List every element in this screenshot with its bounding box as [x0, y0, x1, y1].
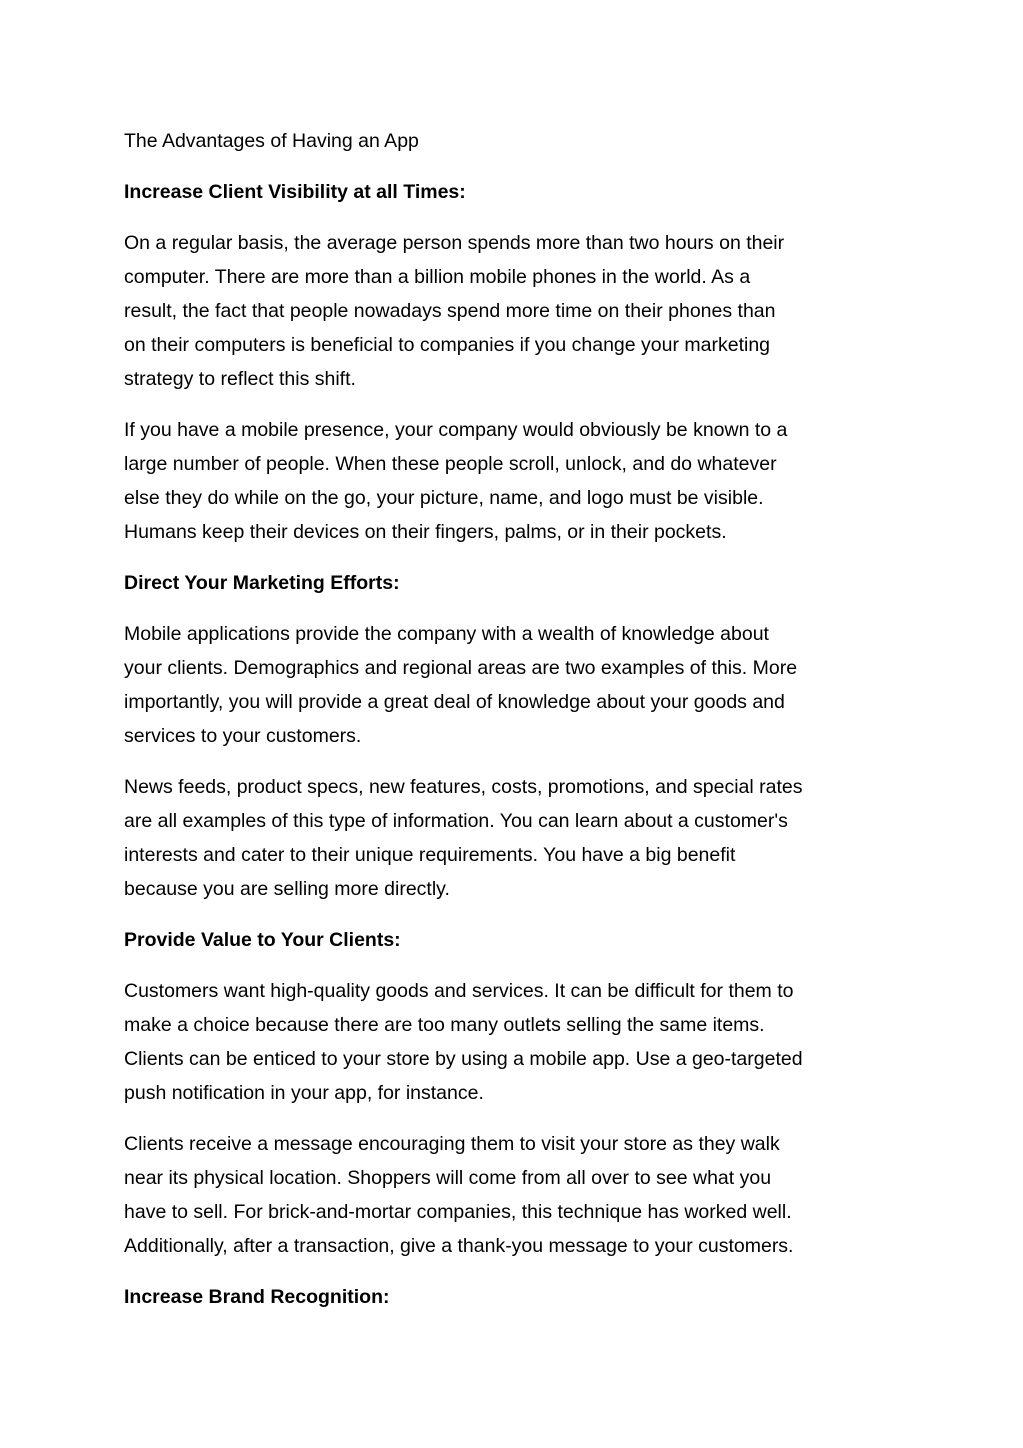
text-line: Additionally, after a transaction, give a thank-you message to your customers.	[124, 1235, 794, 1257]
text-line: near its physical location. Shoppers will come from all over to see what you	[124, 1167, 772, 1189]
text-line: services to your customers.	[124, 725, 362, 747]
document-body	[124, 124, 904, 1331]
text-line: interests and cater to their unique requirements. You have a big benefit	[124, 844, 736, 866]
paragraph	[124, 1127, 904, 1263]
text-line: have to sell. For brick-and-mortar companies, this technique has worked well.	[124, 1201, 792, 1223]
text-line: If you have a mobile presence, your company would obviously be known to a	[124, 419, 788, 441]
text-line: Clients receive a message encouraging them to visit your store as they walk	[124, 1133, 780, 1155]
text-line: On a regular basis, the average person spends more than two hours on their	[124, 232, 785, 254]
text-line: result, the fact that people nowadays spend more time on their phones than	[124, 300, 776, 322]
section-heading: Direct Your Marketing Efforts:	[124, 572, 400, 594]
paragraph	[124, 770, 904, 906]
text-line: Mobile applications provide the company with a wealth of knowledge about	[124, 623, 769, 645]
paragraph	[124, 226, 904, 396]
section-heading: Provide Value to Your Clients:	[124, 929, 401, 951]
text-line: push notification in your app, for instance.	[124, 1082, 484, 1104]
section-heading: Increase Brand Recognition:	[124, 1286, 390, 1308]
text-line: Clients can be enticed to your store by using a mobile app. Use a geo-targeted	[124, 1048, 803, 1070]
text-line: computer. There are more than a billion mobile phones in the world. As a	[124, 266, 751, 288]
document-title: The Advantages of Having an App	[124, 130, 419, 152]
text-line: strategy to reflect this shift.	[124, 368, 356, 390]
text-line: because you are selling more directly.	[124, 878, 450, 900]
text-line: your clients. Demographics and regional areas are two examples of this. More	[124, 657, 798, 679]
text-line: importantly, you will provide a great deal of knowledge about your goods and	[124, 691, 785, 713]
text-line: on their computers is beneficial to companies if you change your marketing	[124, 334, 771, 356]
text-line: are all examples of this type of information. You can learn about a customer's	[124, 810, 788, 832]
text-line: make a choice because there are too many outlets selling the same items.	[124, 1014, 765, 1036]
text-line: Humans keep their devices on their fingers, palms, or in their pockets.	[124, 521, 727, 543]
text-line: News feeds, product specs, new features, costs, promotions, and special rates	[124, 776, 803, 798]
text-line: Customers want high-quality goods and services. It can be difficult for them to	[124, 980, 794, 1002]
paragraph	[124, 617, 904, 753]
paragraph	[124, 413, 904, 549]
text-line: large number of people. When these people scroll, unlock, and do whatever	[124, 453, 777, 475]
section-heading: Increase Client Visibility at all Times:	[124, 181, 466, 203]
paragraph	[124, 974, 904, 1110]
text-line: else they do while on the go, your picture, name, and logo must be visible.	[124, 487, 764, 509]
